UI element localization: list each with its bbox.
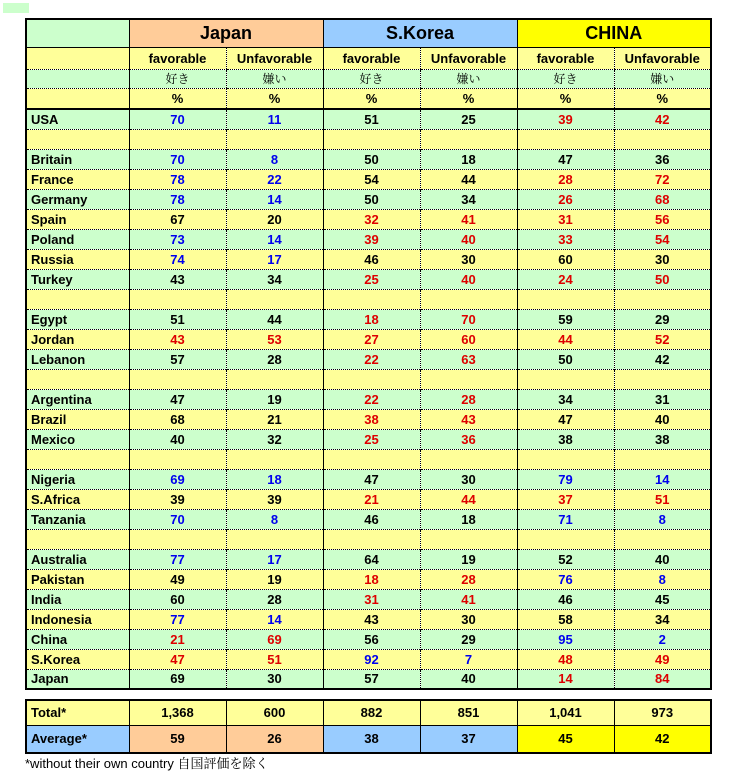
value-cell: 47 <box>517 409 614 429</box>
value-cell: 8 <box>226 149 323 169</box>
value-cell: 72 <box>614 169 711 189</box>
spacer-cell <box>323 129 420 149</box>
value-cell: 40 <box>614 549 711 569</box>
value-cell: 38 <box>517 429 614 449</box>
value-cell: 40 <box>129 429 226 449</box>
value-cell: 14 <box>226 609 323 629</box>
empty-cell <box>26 69 129 88</box>
spacer-label-cell <box>26 449 129 469</box>
value-cell: 25 <box>323 429 420 449</box>
value-cell: 25 <box>420 109 517 129</box>
percent-label: % <box>420 88 517 109</box>
value-cell: 30 <box>614 249 711 269</box>
value-cell: 14 <box>517 669 614 689</box>
country-row <box>26 569 711 589</box>
value-cell: 34 <box>226 269 323 289</box>
country-label: Tanzania <box>26 509 129 529</box>
value-cell: 52 <box>614 329 711 349</box>
china-favorable-header: favorable <box>517 47 614 69</box>
partial-cell-fragment <box>3 3 29 13</box>
japanese-subtitle-row <box>26 69 711 88</box>
spacer-cell <box>323 449 420 469</box>
country-label: Britain <box>26 149 129 169</box>
value-cell: 68 <box>129 409 226 429</box>
value-cell: 47 <box>517 149 614 169</box>
spacer-cell <box>517 529 614 549</box>
japan-kirai-label: 嫌い <box>226 69 323 88</box>
spacer-cell <box>226 449 323 469</box>
country-label: Poland <box>26 229 129 249</box>
country-label: S.Korea <box>26 649 129 669</box>
value-cell: 14 <box>226 229 323 249</box>
value-cell: 92 <box>323 649 420 669</box>
value-cell: 31 <box>614 389 711 409</box>
spacer-row <box>26 129 711 149</box>
country-row <box>26 409 711 429</box>
value-cell: 73 <box>129 229 226 249</box>
spacer-cell <box>129 369 226 389</box>
spacer-cell <box>420 129 517 149</box>
country-row <box>26 229 711 249</box>
spacer-cell <box>614 529 711 549</box>
value-cell: 34 <box>420 189 517 209</box>
spacer-row <box>26 289 711 309</box>
value-cell: 8 <box>614 569 711 589</box>
value-cell: 21 <box>323 489 420 509</box>
value-cell: 57 <box>323 669 420 689</box>
value-cell: 44 <box>420 489 517 509</box>
country-label: S.Africa <box>26 489 129 509</box>
country-row <box>26 509 711 529</box>
group-header-china: CHINA <box>517 19 711 47</box>
ratings-body <box>26 109 711 689</box>
average-label: Average* <box>26 725 129 753</box>
value-cell: 57 <box>129 349 226 369</box>
spacer-label-cell <box>26 369 129 389</box>
country-row <box>26 169 711 189</box>
value-cell: 63 <box>420 349 517 369</box>
value-cell: 22 <box>323 349 420 369</box>
spacer-cell <box>420 369 517 389</box>
value-cell: 50 <box>323 149 420 169</box>
value-cell: 30 <box>226 669 323 689</box>
value-cell: 53 <box>226 329 323 349</box>
country-label: Egypt <box>26 309 129 329</box>
value-cell: 45 <box>614 589 711 609</box>
country-row <box>26 669 711 689</box>
value-cell: 18 <box>420 509 517 529</box>
value-cell: 32 <box>323 209 420 229</box>
spacer-row <box>26 449 711 469</box>
value-cell: 37 <box>517 489 614 509</box>
empty-cell <box>26 88 129 109</box>
value-cell: 14 <box>226 189 323 209</box>
value-cell: 71 <box>517 509 614 529</box>
value-cell: 18 <box>323 569 420 589</box>
value-cell: 39 <box>517 109 614 129</box>
percent-label: % <box>614 88 711 109</box>
spacer-cell <box>614 449 711 469</box>
corner-empty-cell <box>26 19 129 47</box>
value-cell: 47 <box>129 649 226 669</box>
value-cell: 40 <box>420 229 517 249</box>
average-value-cell: 37 <box>420 725 517 753</box>
value-cell: 46 <box>323 509 420 529</box>
group-header-japan: Japan <box>129 19 323 47</box>
opinion-ratings-table <box>25 18 712 690</box>
value-cell: 54 <box>614 229 711 249</box>
value-cell: 20 <box>226 209 323 229</box>
value-cell: 54 <box>323 169 420 189</box>
value-cell: 51 <box>614 489 711 509</box>
spacer-row <box>26 369 711 389</box>
spacer-cell <box>129 129 226 149</box>
china-kirai-label: 嫌い <box>614 69 711 88</box>
country-row <box>26 109 711 129</box>
value-cell: 50 <box>517 349 614 369</box>
percent-label: % <box>129 88 226 109</box>
country-label: Nigeria <box>26 469 129 489</box>
spacer-label-cell <box>26 529 129 549</box>
value-cell: 39 <box>323 229 420 249</box>
value-cell: 29 <box>420 629 517 649</box>
value-cell: 84 <box>614 669 711 689</box>
country-row <box>26 589 711 609</box>
country-label: USA <box>26 109 129 129</box>
value-cell: 43 <box>420 409 517 429</box>
value-cell: 77 <box>129 609 226 629</box>
country-row <box>26 469 711 489</box>
value-cell: 51 <box>129 309 226 329</box>
value-cell: 70 <box>420 309 517 329</box>
summary-body <box>26 700 711 753</box>
country-label: Lebanon <box>26 349 129 369</box>
group-header-skorea: S.Korea <box>323 19 517 47</box>
value-cell: 49 <box>614 649 711 669</box>
value-cell: 19 <box>226 389 323 409</box>
value-cell: 32 <box>226 429 323 449</box>
value-cell: 51 <box>226 649 323 669</box>
value-cell: 40 <box>614 409 711 429</box>
spacer-cell <box>226 369 323 389</box>
spacer-cell <box>517 369 614 389</box>
spacer-cell <box>420 529 517 549</box>
value-cell: 48 <box>517 649 614 669</box>
value-cell: 43 <box>129 269 226 289</box>
country-row <box>26 309 711 329</box>
value-cell: 36 <box>614 149 711 169</box>
country-row <box>26 489 711 509</box>
value-cell: 30 <box>420 609 517 629</box>
value-cell: 59 <box>517 309 614 329</box>
value-cell: 19 <box>226 569 323 589</box>
country-label: Pakistan <box>26 569 129 589</box>
spacer-cell <box>226 529 323 549</box>
country-label: Germany <box>26 189 129 209</box>
japan-unfavorable-header: Unfavorable <box>226 47 323 69</box>
value-cell: 22 <box>323 389 420 409</box>
average-value-cell: 45 <box>517 725 614 753</box>
table-header <box>26 19 711 109</box>
spacer-label-cell <box>26 129 129 149</box>
value-cell: 41 <box>420 589 517 609</box>
value-cell: 17 <box>226 249 323 269</box>
country-label: Mexico <box>26 429 129 449</box>
percent-label: % <box>517 88 614 109</box>
spacer-cell <box>614 369 711 389</box>
spacer-cell <box>614 289 711 309</box>
value-cell: 34 <box>517 389 614 409</box>
average-value-cell: 59 <box>129 725 226 753</box>
value-cell: 8 <box>614 509 711 529</box>
total-value-cell: 1,368 <box>129 700 226 725</box>
value-cell: 26 <box>517 189 614 209</box>
country-label: Australia <box>26 549 129 569</box>
value-cell: 78 <box>129 189 226 209</box>
total-row <box>26 700 711 725</box>
country-label: India <box>26 589 129 609</box>
value-cell: 77 <box>129 549 226 569</box>
value-cell: 19 <box>420 549 517 569</box>
country-row <box>26 329 711 349</box>
value-cell: 39 <box>129 489 226 509</box>
value-cell: 43 <box>129 329 226 349</box>
value-cell: 39 <box>226 489 323 509</box>
skorea-suki-label: 好き <box>323 69 420 88</box>
value-cell: 17 <box>226 549 323 569</box>
value-cell: 74 <box>129 249 226 269</box>
value-cell: 24 <box>517 269 614 289</box>
value-cell: 52 <box>517 549 614 569</box>
spacer-cell <box>517 129 614 149</box>
percent-header-row <box>26 88 711 109</box>
spacer-cell <box>129 289 226 309</box>
value-cell: 46 <box>323 249 420 269</box>
value-cell: 47 <box>129 389 226 409</box>
value-cell: 70 <box>129 509 226 529</box>
value-cell: 47 <box>323 469 420 489</box>
country-row <box>26 349 711 369</box>
country-row <box>26 609 711 629</box>
value-cell: 76 <box>517 569 614 589</box>
china-unfavorable-header: Unfavorable <box>614 47 711 69</box>
spacer-cell <box>323 369 420 389</box>
value-cell: 36 <box>420 429 517 449</box>
value-cell: 42 <box>614 349 711 369</box>
value-cell: 28 <box>517 169 614 189</box>
japan-suki-label: 好き <box>129 69 226 88</box>
value-cell: 25 <box>323 269 420 289</box>
value-cell: 69 <box>226 629 323 649</box>
average-value-cell: 26 <box>226 725 323 753</box>
value-cell: 28 <box>420 389 517 409</box>
value-cell: 41 <box>420 209 517 229</box>
country-label: France <box>26 169 129 189</box>
country-row <box>26 189 711 209</box>
value-cell: 43 <box>323 609 420 629</box>
spacer-cell <box>129 449 226 469</box>
value-cell: 21 <box>129 629 226 649</box>
value-cell: 31 <box>323 589 420 609</box>
value-cell: 70 <box>129 109 226 129</box>
country-row <box>26 389 711 409</box>
value-cell: 64 <box>323 549 420 569</box>
country-row <box>26 249 711 269</box>
country-label: Russia <box>26 249 129 269</box>
value-cell: 46 <box>517 589 614 609</box>
spacer-cell <box>323 529 420 549</box>
value-cell: 21 <box>226 409 323 429</box>
value-cell: 49 <box>129 569 226 589</box>
japan-favorable-header: favorable <box>129 47 226 69</box>
total-value-cell: 882 <box>323 700 420 725</box>
value-cell: 30 <box>420 249 517 269</box>
total-value-cell: 973 <box>614 700 711 725</box>
value-cell: 78 <box>129 169 226 189</box>
value-cell: 7 <box>420 649 517 669</box>
value-cell: 38 <box>323 409 420 429</box>
value-cell: 27 <box>323 329 420 349</box>
country-label: Indonesia <box>26 609 129 629</box>
country-label: Japan <box>26 669 129 689</box>
value-cell: 56 <box>614 209 711 229</box>
value-cell: 40 <box>420 669 517 689</box>
value-cell: 60 <box>129 589 226 609</box>
spacer-cell <box>129 529 226 549</box>
average-row <box>26 725 711 753</box>
value-cell: 28 <box>420 569 517 589</box>
country-row <box>26 649 711 669</box>
value-cell: 44 <box>226 309 323 329</box>
value-cell: 67 <box>129 209 226 229</box>
value-cell: 2 <box>614 629 711 649</box>
value-cell: 29 <box>614 309 711 329</box>
total-value-cell: 851 <box>420 700 517 725</box>
spacer-cell <box>323 289 420 309</box>
value-cell: 8 <box>226 509 323 529</box>
value-cell: 68 <box>614 189 711 209</box>
spacer-cell <box>226 289 323 309</box>
value-cell: 60 <box>420 329 517 349</box>
value-cell: 14 <box>614 469 711 489</box>
favorable-header-row <box>26 47 711 69</box>
value-cell: 79 <box>517 469 614 489</box>
value-cell: 42 <box>614 109 711 129</box>
value-cell: 33 <box>517 229 614 249</box>
value-cell: 40 <box>420 269 517 289</box>
spacer-cell <box>420 289 517 309</box>
value-cell: 22 <box>226 169 323 189</box>
country-label: China <box>26 629 129 649</box>
value-cell: 44 <box>420 169 517 189</box>
spacer-row <box>26 529 711 549</box>
footnote: *without their own country 自国評価を除く <box>25 756 269 771</box>
skorea-kirai-label: 嫌い <box>420 69 517 88</box>
country-label: Brazil <box>26 409 129 429</box>
percent-label: % <box>323 88 420 109</box>
total-value-cell: 1,041 <box>517 700 614 725</box>
average-value-cell: 38 <box>323 725 420 753</box>
value-cell: 31 <box>517 209 614 229</box>
value-cell: 50 <box>614 269 711 289</box>
value-cell: 95 <box>517 629 614 649</box>
average-value-cell: 42 <box>614 725 711 753</box>
value-cell: 50 <box>323 189 420 209</box>
value-cell: 18 <box>420 149 517 169</box>
country-row <box>26 429 711 449</box>
country-row <box>26 549 711 569</box>
total-value-cell: 600 <box>226 700 323 725</box>
value-cell: 51 <box>323 109 420 129</box>
value-cell: 30 <box>420 469 517 489</box>
empty-cell <box>26 47 129 69</box>
skorea-favorable-header: favorable <box>323 47 420 69</box>
skorea-unfavorable-header: Unfavorable <box>420 47 517 69</box>
percent-label: % <box>226 88 323 109</box>
spacer-cell <box>614 129 711 149</box>
country-label: Argentina <box>26 389 129 409</box>
total-label: Total* <box>26 700 129 725</box>
value-cell: 38 <box>614 429 711 449</box>
spacer-cell <box>226 129 323 149</box>
spacer-label-cell <box>26 289 129 309</box>
value-cell: 34 <box>614 609 711 629</box>
value-cell: 18 <box>226 469 323 489</box>
country-row <box>26 629 711 649</box>
value-cell: 28 <box>226 349 323 369</box>
value-cell: 70 <box>129 149 226 169</box>
country-row <box>26 149 711 169</box>
spacer-cell <box>420 449 517 469</box>
china-suki-label: 好き <box>517 69 614 88</box>
country-label: Spain <box>26 209 129 229</box>
value-cell: 28 <box>226 589 323 609</box>
value-cell: 44 <box>517 329 614 349</box>
value-cell: 11 <box>226 109 323 129</box>
country-label: Jordan <box>26 329 129 349</box>
value-cell: 18 <box>323 309 420 329</box>
spacer-cell <box>517 449 614 469</box>
value-cell: 69 <box>129 469 226 489</box>
summary-table <box>25 699 712 754</box>
value-cell: 58 <box>517 609 614 629</box>
group-header-row <box>26 19 711 47</box>
value-cell: 69 <box>129 669 226 689</box>
country-label: Turkey <box>26 269 129 289</box>
spacer-cell <box>517 289 614 309</box>
country-row <box>26 269 711 289</box>
country-row <box>26 209 711 229</box>
value-cell: 60 <box>517 249 614 269</box>
value-cell: 56 <box>323 629 420 649</box>
